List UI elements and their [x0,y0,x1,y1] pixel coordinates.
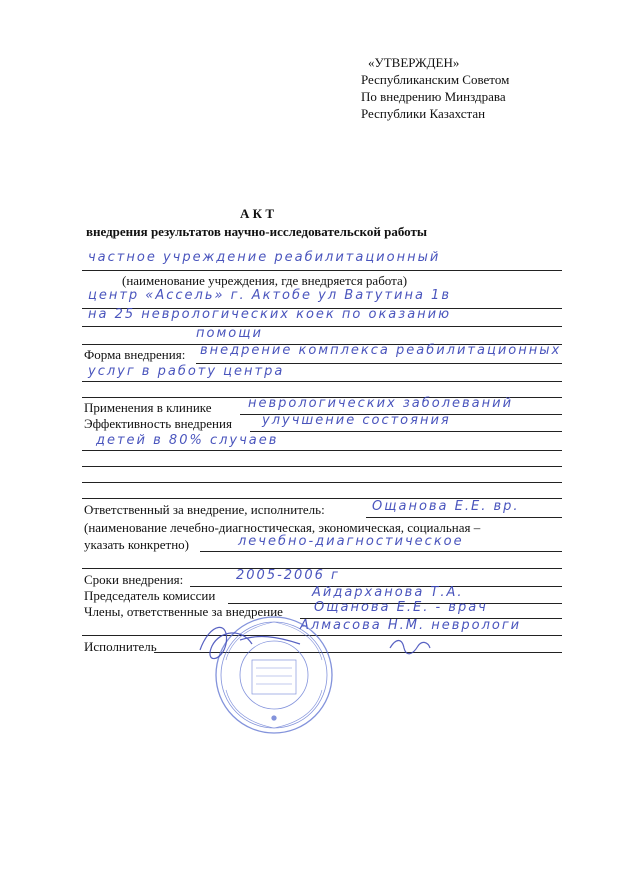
institution-handwritten-4: помощи [196,326,263,341]
efficiency-label: Эффективность внедрения [84,416,232,431]
members-handwritten-1: Ощанова Е.Е. - врач [314,600,488,615]
efficiency-handwritten-1: улучшение состояния [262,413,451,428]
members-label: Члены, ответственные за внедрение [84,604,283,619]
institution-handwritten-3: на 25 неврологических коек по оказанию [88,307,452,322]
efficiency-handwritten-2: детей в 80% случаев [96,433,279,448]
institution-handwritten-1: частное учреждение реабилитационный [88,250,441,265]
form-handwritten-2: услуг в работу центра [88,364,285,379]
responsible-handwritten: Ощанова Е.Е. вр. [372,499,520,514]
responsible-label: Ответственный за внедрение, исполнитель: [84,502,325,517]
terms-handwritten: 2005-2006 г [236,568,340,583]
form-handwritten-1: внедрение комплекса реабилитационных [200,343,562,358]
type-caption-2: указать конкретно) [84,537,189,552]
institution-caption: (наименование учреждения, где внедряется работа) [122,273,408,288]
type-caption-1: (наименование лечебно-диагностическая, экономическая, социальная – [84,520,481,535]
approval-quote-title: «УТВЕРЖДЕН» [368,55,460,70]
clinic-handwritten: неврологических заболеваний [248,396,514,411]
clinic-label: Применения в клинике [84,400,212,415]
act-title: А К Т [240,206,274,221]
institution-handwritten-2: центр «Ассель» г. Актобе ул Ватутина 1в [88,288,451,303]
terms-label: Сроки внедрения: [84,572,184,587]
approval-line-2: По внедрению Минздрава [361,89,506,104]
chair-handwritten: Айдарханова Т.А. [312,585,464,600]
members-handwritten-2: Алмасова Н.М. неврологи [300,618,522,633]
approval-line-1: Республиканским Советом [361,72,510,87]
type-handwritten: лечебно-диагностическое [238,534,464,549]
act-subtitle: внедрения результатов научно-исследовательской работы [86,224,428,239]
form-label: Форма внедрения: [84,347,186,362]
chair-label: Председатель комиссии [84,588,216,603]
executor-label: Исполнитель [84,639,157,654]
approval-line-3: Республики Казахстан [361,106,486,121]
